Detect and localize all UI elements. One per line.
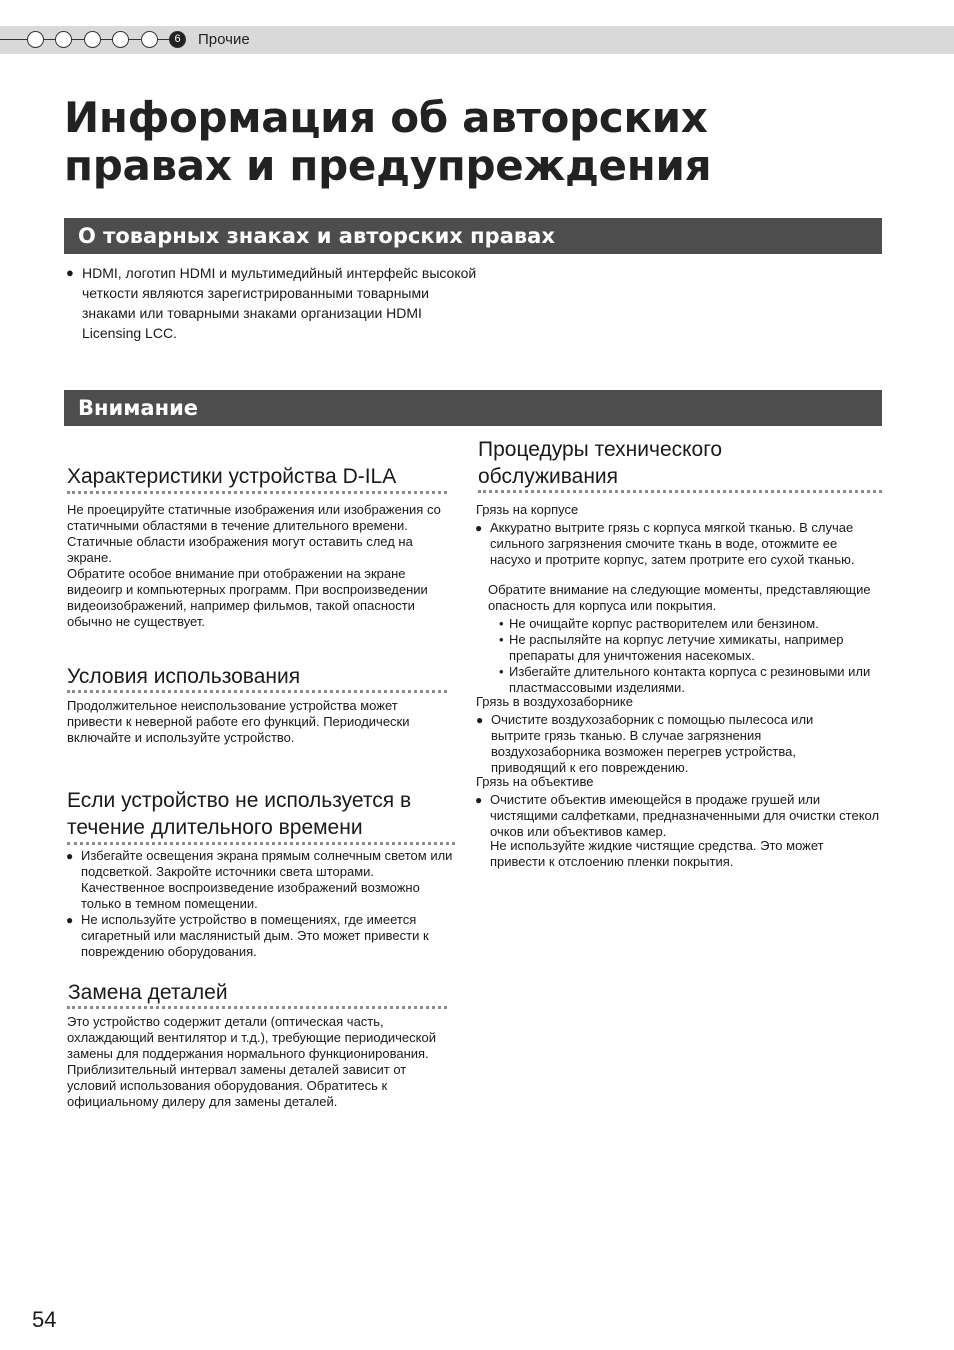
bullet-icon: ● — [66, 913, 74, 927]
parts-title: Замена деталей — [68, 981, 228, 1004]
page-number: 54 — [32, 1307, 57, 1332]
trademarks-bullet — [66, 263, 482, 343]
body-sub-bullet-3-text: Избегайте длительного контакта корпуса с резиновыми или пластмассовыми изделиями. — [509, 664, 871, 695]
unused-bullet-2 — [66, 912, 456, 960]
chapter-dot-current: 6 — [169, 31, 186, 48]
dila-title: Характеристики устройства D-ILA — [67, 465, 397, 488]
bullet-icon: ● — [476, 713, 484, 727]
chapter-dot-3 — [84, 31, 101, 48]
dotted-rule — [67, 1006, 447, 1009]
intake-dirt-text: Очистите воздухозаборник с помощью пылесоса или вытрите грязь тканью. В случае загрязнения воздухозаборника возможен перегрев устройства, приводящий к его повреждению. — [491, 712, 814, 775]
bullet-icon: ● — [66, 849, 74, 863]
dotted-rule — [67, 491, 447, 494]
body-dirt-label: Грязь на корпусе — [476, 502, 579, 517]
page-title-line-1: Информация об авторских — [64, 93, 708, 142]
lens-dirt-text: Очистите объектив имеющейся в продаже грушей или чистящими салфетками, предназначенными для очистки стекол очков или объективов камер. — [490, 792, 880, 839]
unused-bullet-2-text: Не используйте устройство в помещениях, где имеется сигаретный или маслянистый дым. Это может привести к повреждению оборудования. — [81, 912, 429, 959]
bullet-icon: ● — [66, 265, 74, 280]
body-dirt-text: Аккуратно вытрите грязь с корпуса мягкой тканью. В случае сильного загрязнения смочите ткань в воде, отожмите ее насухо и протрите корпус, затем протрите его сухой тканью. — [490, 520, 855, 567]
body-sub-bullet-3 — [499, 664, 881, 696]
caution-heading: Внимание — [64, 390, 882, 426]
usage-text: Продолжительное неиспользование устройства может привести к неверной работе его функций. Периодически включайте и используйте устройство. — [67, 698, 410, 745]
parts-text: Это устройство содержит детали (оптическая часть, охлаждающий вентилятор и т.д.), требующие периодической замены для поддержания нормального функционирования. Приблизительный интервал замены деталей зависит от условий использования оборудования. Обратитесь к официальному дилеру для замены деталей. — [67, 1014, 436, 1109]
bullet-icon: • — [499, 616, 504, 631]
intake-dirt-bullet — [476, 712, 841, 776]
body-sub-bullet-2 — [499, 632, 881, 664]
chapter-dot-1 — [27, 31, 44, 48]
usage-title: Условия использования — [67, 665, 301, 688]
dila-paragraph-1: Не проецируйте статичные изображения или изображения со статичными областями в течение длительного времени. Статичные области изображения могут оставить след на экране. — [67, 502, 441, 565]
chapter-dot-4 — [112, 31, 129, 48]
lens-dirt-label: Грязь на объективе — [476, 774, 594, 789]
dila-text — [67, 502, 451, 630]
dotted-rule — [478, 490, 882, 493]
chapter-dot-2 — [55, 31, 72, 48]
bullet-icon: ● — [475, 793, 483, 807]
trademarks-heading: О товарных знаках и авторских правах — [64, 218, 882, 254]
trademarks-text: HDMI, логотип HDMI и мультимедийный интерфейс высокой четкости являются зарегистрированными товарными знаками или товарными знаками организации HDMI Licensing LCC. — [82, 265, 477, 341]
bullet-icon: ● — [475, 521, 483, 535]
body-dirt-bullet — [475, 520, 870, 568]
dotted-rule — [67, 690, 447, 693]
unused-title-line-2: течение длительного времени — [67, 816, 363, 839]
bullet-icon: • — [499, 664, 504, 679]
body-sub-bullet-1 — [499, 616, 881, 632]
chapter-dot-5 — [141, 31, 158, 48]
body-dirt-note: Обратите внимание на следующие моменты, представляющие опасность для корпуса или покрытия. — [488, 582, 871, 613]
page-title — [64, 94, 904, 190]
lens-dirt-note: Не используйте жидкие чистящие средства. Это может привести к отслоению пленки покрытия. — [490, 838, 824, 869]
page-title-line-2: правах и предупреждения — [64, 141, 712, 190]
body-sub-bullet-1-text: Не очищайте корпус растворителем или бензином. — [509, 616, 819, 631]
maintenance-title-line-2: обслуживания — [478, 465, 619, 488]
unused-bullet-1-text: Избегайте освещения экрана прямым солнечным светом или подсветкой. Закройте источники света шторами. Качественное воспроизведение изображений возможно только в темном помещении. — [81, 848, 453, 911]
chapter-label: Прочие — [198, 31, 250, 48]
body-sub-bullet-2-text: Не распыляйте на корпус летучие химикаты, например препараты для уничтожения насекомых. — [509, 632, 844, 663]
unused-bullet-1 — [66, 848, 456, 912]
dotted-rule — [67, 842, 455, 845]
dila-paragraph-2: Обратите особое внимание при отображении на экране видеоигр и компьютерных программ. При воспроизведении видеоизображений, например фильмов, такой опасности обычно не существует. — [67, 566, 428, 629]
unused-title-line-1: Если устройство не используется в — [67, 789, 412, 812]
lens-dirt-bullet — [475, 792, 880, 840]
bullet-icon: • — [499, 632, 504, 647]
intake-dirt-label: Грязь в воздухозаборнике — [476, 694, 633, 709]
maintenance-title-line-1: Процедуры технического — [478, 438, 723, 461]
